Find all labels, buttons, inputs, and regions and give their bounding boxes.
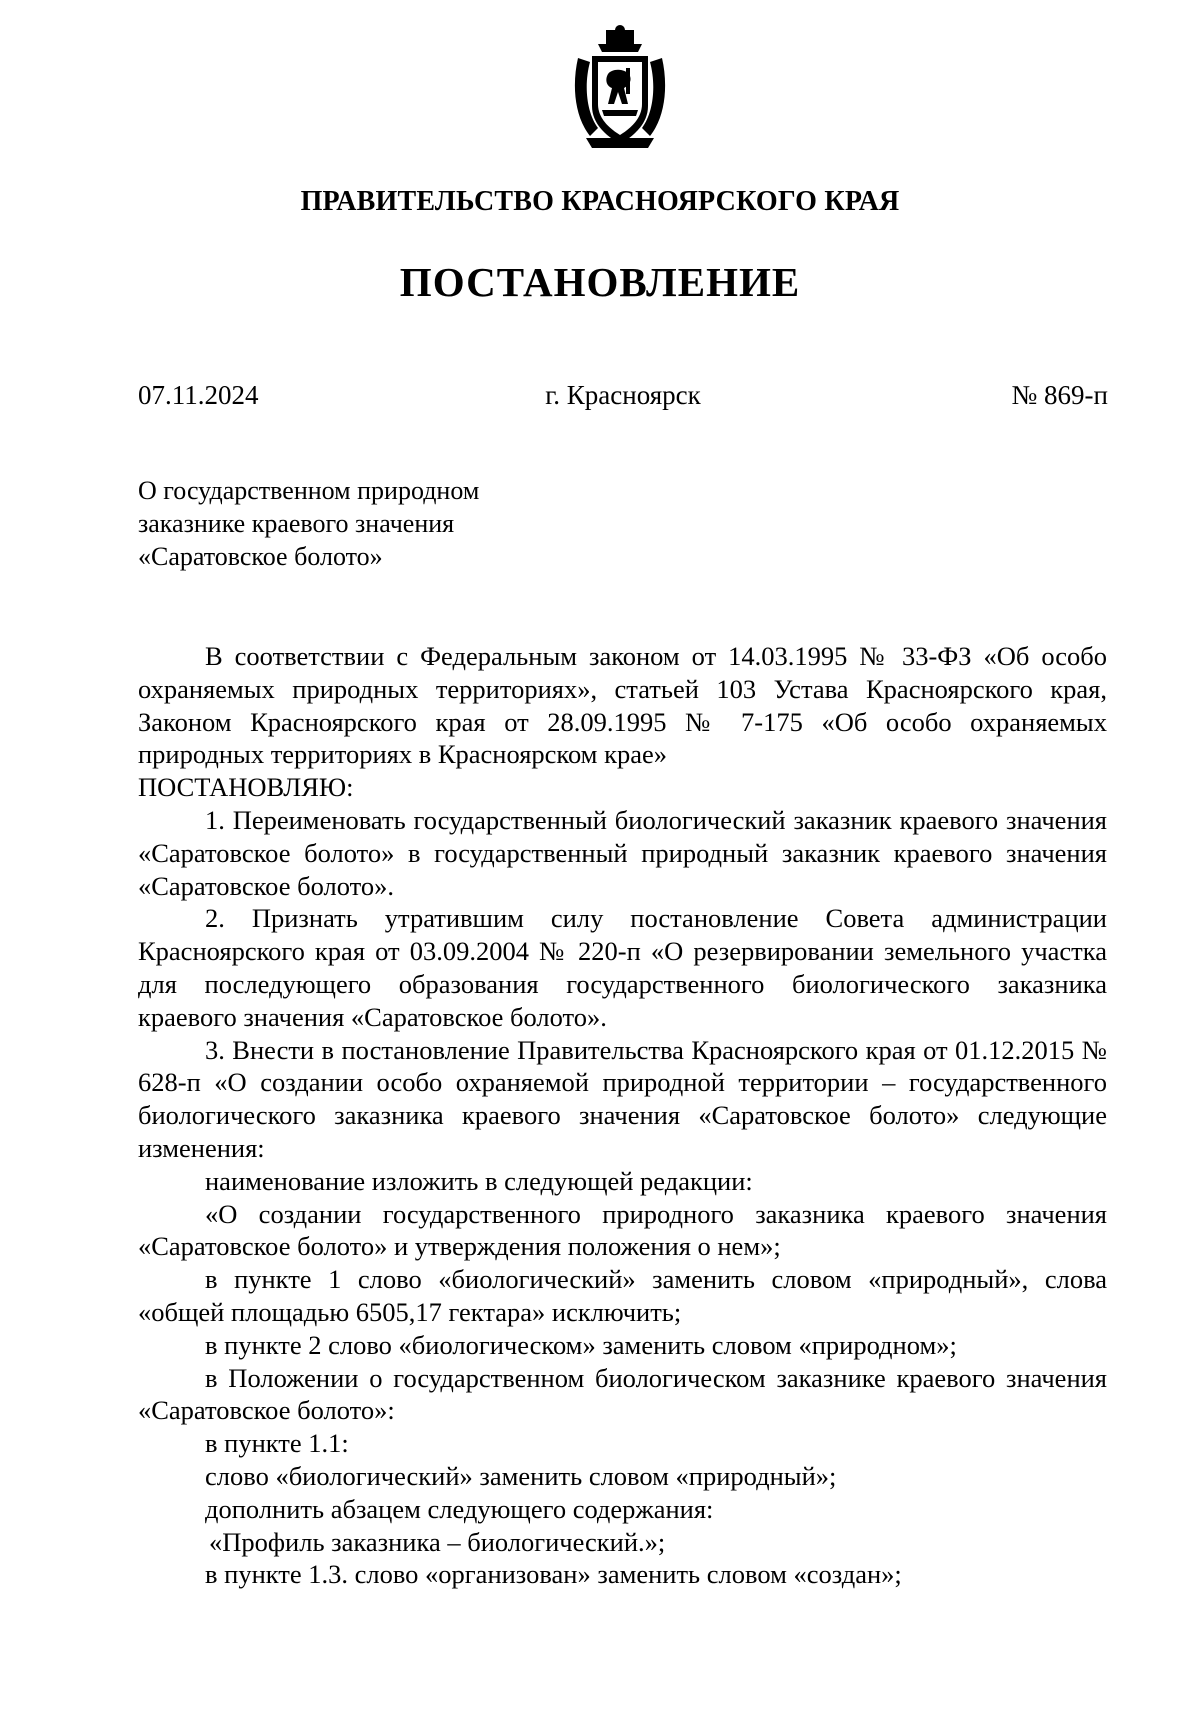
document-date: 07.11.2024 [138, 380, 259, 410]
document-type-title: ПОСТАНОВЛЕНИЕ [399, 259, 801, 305]
amendment-line: в пункте 2 слово «биологическом» заменить словом «природном»; [205, 1329, 957, 1360]
document-body [138, 640, 1107, 1591]
organization-title: ПРАВИТЕЛЬСТВО КРАСНОЯРСКОГО КРАЯ [300, 186, 900, 217]
subject-line: О государственном природном [138, 476, 480, 505]
document-number: № 869-п [1011, 380, 1108, 410]
item-1-paragraph: 1. Переименовать государственный биологический заказник краевого значения «Саратовское болото» в государственный природный заказник краевого значения «Саратовское болото». [138, 804, 1107, 901]
preamble-paragraph: В соответствии с Федеральным законом от 14.03.1995 № 33-ФЗ «Об особо охраняемых природных территориях», статьей 103 Устава Красноярского края, Законом Красноярского края от 28.09.1995 № 7-175 «Об особо охраняемых природных территориях в Красноярском крае» [138, 641, 1107, 770]
amendment-line: в Положении о государственном биологическом заказнике краевого значения «Саратовское болото»: [138, 1362, 1107, 1426]
document-subject [138, 474, 698, 573]
amendment-line: дополнить абзацем следующего содержания: [205, 1493, 714, 1524]
amendment-line: в пункте 1 слово «биологический» заменить словом «природный», слова «общей площадью 6505,17 гектара» исключить; [138, 1264, 1107, 1327]
amendment-line: слово «биологический» заменить словом «природный»; [205, 1460, 837, 1491]
subject-line: «Саратовское болото» [138, 542, 383, 571]
item-3-paragraph: 3. Внести в постановление Правительства Красноярского края от 01.12.2015 № 628-п «О создании особо охраняемой природной территории – государственного биологического заказника краевого значения «Саратовское болото» следующие изменения: [138, 1034, 1107, 1163]
amendment-line: в пункте 1.3. слово «организован» заменить словом «создан»; [205, 1559, 902, 1590]
subject-line: заказнике краевого значения [138, 509, 455, 538]
coat-of-arms-icon [568, 24, 672, 152]
resolve-heading: ПОСТАНОВЛЯЮ: [138, 772, 354, 803]
amendment-line: в пункте 1.1: [205, 1428, 349, 1459]
amendment-line: наименование изложить в следующей редакции: [205, 1165, 753, 1196]
item-2-paragraph: 2. Признать утратившим силу постановление Совета администрации Красноярского края от 03.09.2004 № 220-п «О резервировании земельного участка для последующего образования государственного биологического заказника краевого значения «Саратовское болото». [138, 903, 1107, 1032]
document-meta [138, 380, 1108, 414]
amendment-line: «О создании государственного природного заказника краевого значения «Саратовское болото» и утверждения положения о нем»; [138, 1198, 1107, 1262]
amendment-line: «Профиль заказника – биологический.»; [209, 1526, 666, 1557]
document-city: г. Красноярск [545, 380, 701, 410]
